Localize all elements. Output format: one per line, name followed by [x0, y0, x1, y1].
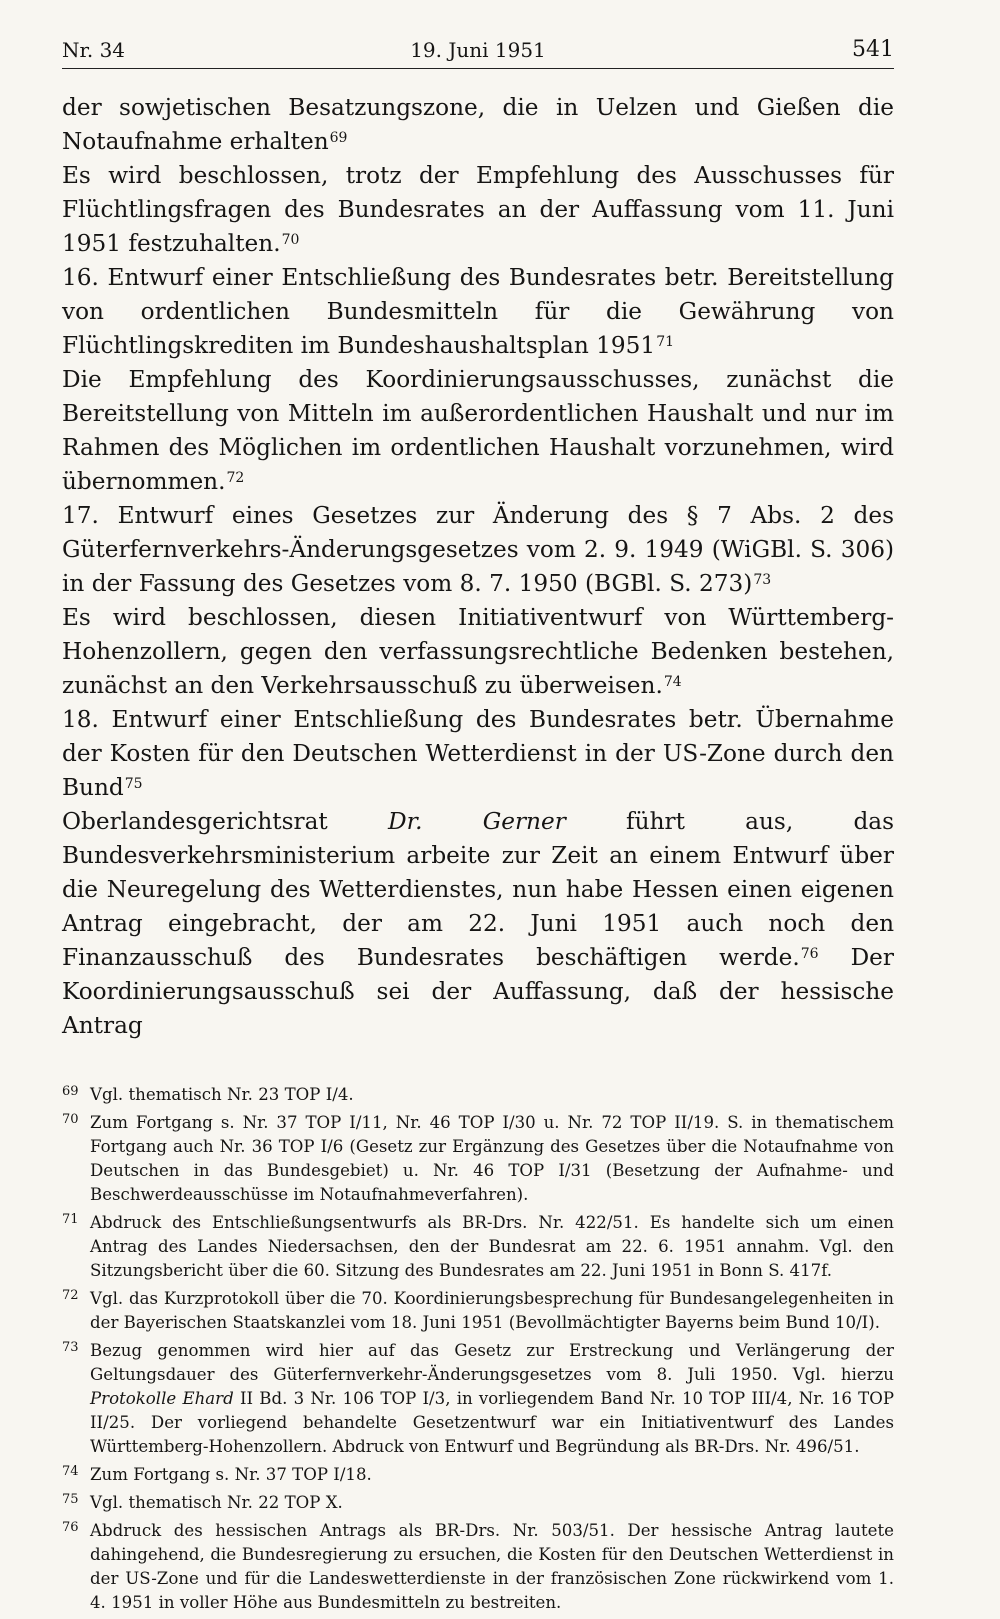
body-text — [62, 91, 894, 1043]
running-header — [62, 38, 894, 69]
footnotes — [62, 1083, 894, 1615]
footnote-ref[interactable]: 75 — [124, 776, 143, 792]
footnote: 71 Abdruck des Entschließungsentwurfs als BR-Drs. Nr. 422/51. Es handelte sich um einen Antrag des Landes Niedersachsen, den der Bundesrat am 22. 6. 1951 annahm. Vgl. den Sitzungsbericht über die 60. Sitzung des Bundesrates am 22. Juni 1951 in Bonn S. 417f. — [62, 1212, 894, 1280]
person-name: Dr. Gerner — [387, 808, 566, 835]
footnote: 72 Vgl. das Kurzprotokoll über die 70. Koordinierungsbesprechung für Bundesangelegenheiten in der Bayerischen Staatskanzlei vom 18. Juni 1951 (Bevollmächtigter Bayerns beim Bund 10/I). — [62, 1288, 894, 1332]
paragraph: Es wird beschlossen, trotz der Empfehlung des Ausschusses für Flüchtlingsfragen des Bundesrates an der Auffassung vom 11. Juni 1951 festzuhalten.$^{70}$ — [62, 162, 894, 257]
footnote-ref[interactable]: 72 — [226, 470, 245, 486]
footnote-ref[interactable]: 70 — [281, 232, 300, 248]
footnote: 69 Vgl. thematisch Nr. 23 TOP I/4. — [62, 1084, 354, 1104]
session-date: 19. Juni 1951 — [410, 38, 546, 62]
agenda-item-18: 18. Entwurf einer Entschließung des Bundesrates betr. Übernahme der Kosten für den Deutschen Wetterdienst in der US-Zone durch den Bund$^{75}$ — [62, 706, 894, 801]
footnote: 74 Zum Fortgang s. Nr. 37 TOP I/18. — [62, 1464, 372, 1484]
paragraph: Oberlandesgerichtsrat Dr. Gerner führt aus, das Bundesverkehrsministerium arbeite zur Zeit an einem Entwurf über die Neuregelung des Wetterdienstes, nun habe Hessen einen eigenen Antrag eingebracht, der am 22. Juni 1951 auch noch den Finanzausschuß des Bundesrates beschäftigen werde.$^{76}$ Der Koordinierungsausschuß sei der Auffassung, daß der hessische Antrag — [62, 808, 895, 1039]
document-number: Nr. 34 — [62, 38, 126, 62]
footnote-ref[interactable]: 71 — [656, 334, 675, 350]
agenda-item-17: 17. Entwurf eines Gesetzes zur Änderung des § 7 Abs. 2 des Güterfernverkehrs-Änderungsgesetzes vom 2. 9. 1949 (WiGBl. S. 306) in der Fassung des Gesetzes vom 8. 7. 1950 (BGBl. S. 273)$^{73}$ — [62, 502, 894, 597]
footnote-ref[interactable]: 69 — [329, 130, 348, 146]
agenda-item-16: 16. Entwurf einer Entschließung des Bundesrates betr. Bereitstellung von ordentlichen Bundesmitteln für die Gewährung von Flüchtlingskrediten im Bundeshaushaltsplan 1951$^{71}$ — [62, 264, 894, 359]
paragraph: Die Empfehlung des Koordinierungsausschusses, zunächst die Bereitstellung von Mitteln im außerordentlichen Haushalt und nur im Rahmen des Möglichen im ordentlichen Haushalt vorzunehmen, wird übernommen.$^{72}$ — [62, 366, 894, 495]
page-number: 541 — [852, 37, 894, 62]
footnote: 73 Bezug genommen wird hier auf das Gesetz zur Erstreckung und Verlängerung der Geltungsdauer des Güterfernverkehr-Änderungsgesetzes vom 8. Juli 1950. Vgl. hierzu Protokolle Ehard II Bd. 3 Nr. 106 TOP I/3, in vorliegendem Band Nr. 10 TOP III/4, Nr. 16 TOP II/25. Der vorliegend behandelte Gesetzentwurf war ein Initiativentwurf des Landes Württemberg-Hohenzollern. Abdruck von Entwurf und Begründung als BR-Drs. Nr. 496/51. — [62, 1340, 895, 1456]
footnote: 70 Zum Fortgang s. Nr. 37 TOP I/11, Nr. 46 TOP I/30 u. Nr. 72 TOP II/19. S. in thematischem Fortgang auch Nr. 36 TOP I/6 (Gesetz zur Ergänzung des Gesetzes über die Notaufnahme von Deutschen in das Bundesgebiet) u. Nr. 46 TOP I/31 (Besetzung der Aufnahme- und Beschwerdeausschüsse im Notaufnahmeverfahren). — [62, 1112, 894, 1204]
footnote-ref[interactable]: 73 — [753, 572, 772, 588]
paragraph: der sowjetischen Besatzungszone, die in Uelzen und Gießen die Notaufnahme erhalten$^{69}$ — [62, 94, 894, 155]
document-page — [62, 38, 894, 1619]
footnote-ref[interactable]: 76 — [800, 946, 819, 962]
footnote: 76 Abdruck des hessischen Antrags als BR-Drs. Nr. 503/51. Der hessische Antrag lautete dahingehend, die Bundesregierung zu ersuchen, die Kosten für den Deutschen Wetterdienst in der US-Zone und für die Landeswetterdienste in der französischen Zone rückwirkend vom 1. 4. 1951 in voller Höhe aus Bundesmitteln zu bestreiten. — [62, 1520, 894, 1612]
footnote: 75 Vgl. thematisch Nr. 22 TOP X. — [62, 1492, 343, 1512]
footnote-ref[interactable]: 74 — [663, 674, 682, 690]
paragraph: Es wird beschlossen, diesen Initiativentwurf von Württemberg-Hohenzollern, gegen den verfassungsrechtliche Bedenken bestehen, zunächst an den Verkehrsausschuß zu überweisen.$^{74}$ — [62, 604, 894, 699]
